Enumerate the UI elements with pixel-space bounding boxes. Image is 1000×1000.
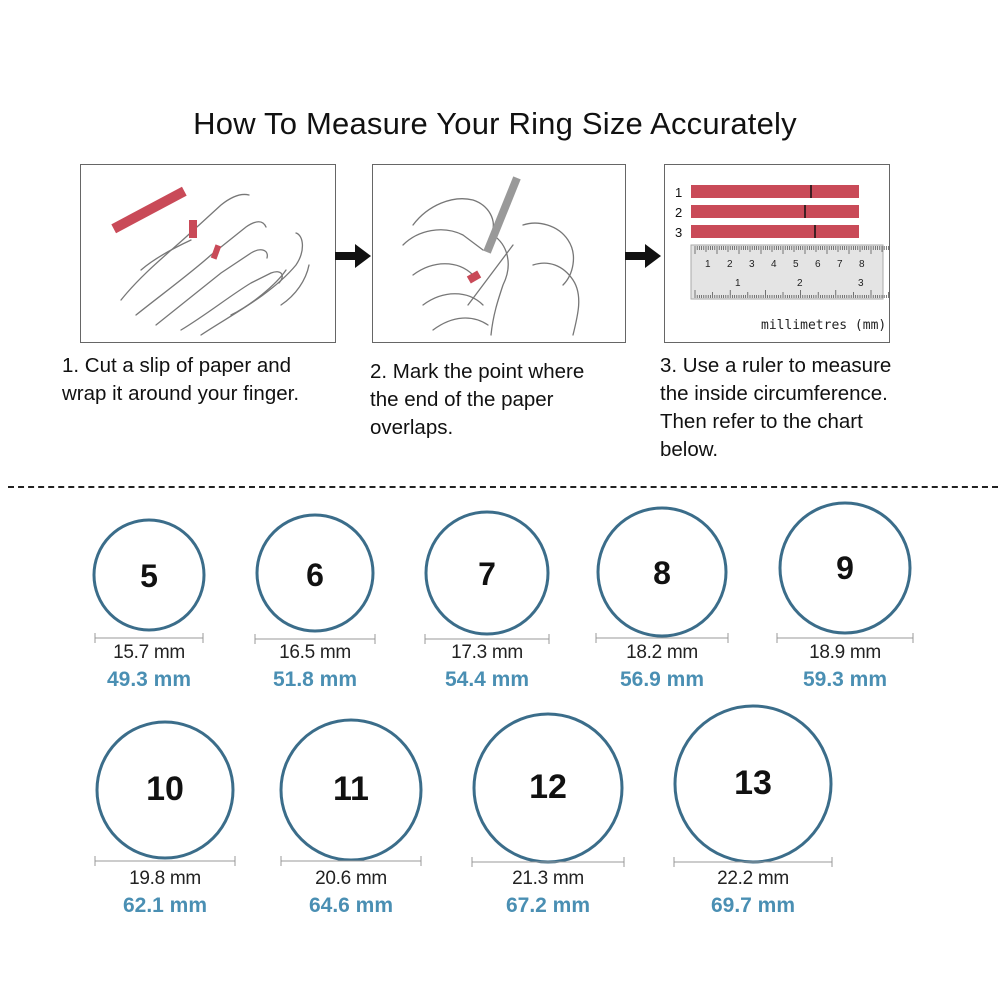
step-text-line: the end of the paper <box>370 388 554 411</box>
ring-circumference: 49.3 mm <box>106 668 192 691</box>
step-text-line: Then refer to the chart <box>660 410 863 433</box>
strip-label: 3 <box>675 225 683 240</box>
ring-diameter: 20.6 mm <box>315 868 387 889</box>
step-3-text <box>660 352 891 464</box>
ring-diameter: 21.3 mm <box>512 868 584 889</box>
step-text-line: the inside circumference. <box>660 382 888 405</box>
strip-label: 2 <box>675 205 683 220</box>
ring-size-number: 6 <box>306 557 324 593</box>
ring-circumference: 69.7 mm <box>710 894 796 917</box>
ring-circumference: 59.3 mm <box>802 668 888 691</box>
step-2-illustration <box>372 164 626 343</box>
cm-tick-label: 5 <box>793 259 799 270</box>
step-3-illustration <box>664 164 890 343</box>
arrow-right-icon <box>335 244 371 268</box>
ring-diameter: 18.2 mm <box>626 642 698 663</box>
ring-size-number: 5 <box>140 558 158 594</box>
ruler-illustration <box>665 165 889 342</box>
ring-size-number: 10 <box>146 770 184 808</box>
section-divider <box>8 486 998 488</box>
cm-tick-label: 1 <box>705 259 711 270</box>
ring-diameter: 22.2 mm <box>717 868 789 889</box>
step-text-line: below. <box>660 438 719 461</box>
cm-tick-label: 2 <box>727 259 733 270</box>
cm-tick-label: 6 <box>815 259 821 270</box>
ring-diameter: 15.7 mm <box>113 642 185 663</box>
step-text-line: 2. Mark the point where <box>370 360 585 383</box>
step-1-illustration <box>80 164 336 343</box>
step-text-line: 3. Use a ruler to measure <box>660 354 892 377</box>
step-1-text <box>62 352 299 408</box>
step-text-line: overlaps. <box>370 416 454 439</box>
ring-size-number: 11 <box>333 770 369 808</box>
cm-tick-label: 7 <box>837 259 843 270</box>
ring-circumference: 67.2 mm <box>505 894 591 917</box>
hand-with-paper-strip-illustration <box>81 165 335 342</box>
inch-tick-label: 3 <box>858 278 864 289</box>
cm-tick-label: 4 <box>771 259 777 270</box>
ring-circumference: 54.4 mm <box>444 668 530 691</box>
ring-diameter: 16.5 mm <box>279 642 351 663</box>
ring-size-number: 7 <box>478 556 496 592</box>
ring-diameter: 18.9 mm <box>809 642 881 663</box>
hand-marking-paper-illustration <box>373 165 625 342</box>
ring-size-number: 12 <box>529 768 567 806</box>
ring-circumference: 64.6 mm <box>308 894 394 917</box>
ring-diameter: 17.3 mm <box>451 642 523 663</box>
ring-circumference: 56.9 mm <box>619 668 705 691</box>
strip-label: 1 <box>675 185 683 200</box>
ring-size-number: 13 <box>734 764 772 802</box>
cm-tick-label: 8 <box>859 259 865 270</box>
arrow-right-icon <box>625 244 661 268</box>
cm-tick-label: 3 <box>749 259 755 270</box>
step-2-text <box>370 358 584 442</box>
page-title: How To Measure Your Ring Size Accurately <box>193 106 797 141</box>
step-text-line: 1. Cut a slip of paper and <box>62 354 292 377</box>
ring-size-number: 9 <box>836 550 854 586</box>
inch-tick-label: 2 <box>797 278 803 289</box>
step-text-line: wrap it around your finger. <box>62 382 300 405</box>
ring-circumference: 51.8 mm <box>272 668 358 691</box>
ring-circumference: 62.1 mm <box>122 894 208 917</box>
inch-tick-label: 1 <box>735 278 741 289</box>
ring-size-number: 8 <box>653 555 671 591</box>
unit-caption: millimetres (mm) <box>761 318 887 333</box>
ring-diameter: 19.8 mm <box>129 868 201 889</box>
